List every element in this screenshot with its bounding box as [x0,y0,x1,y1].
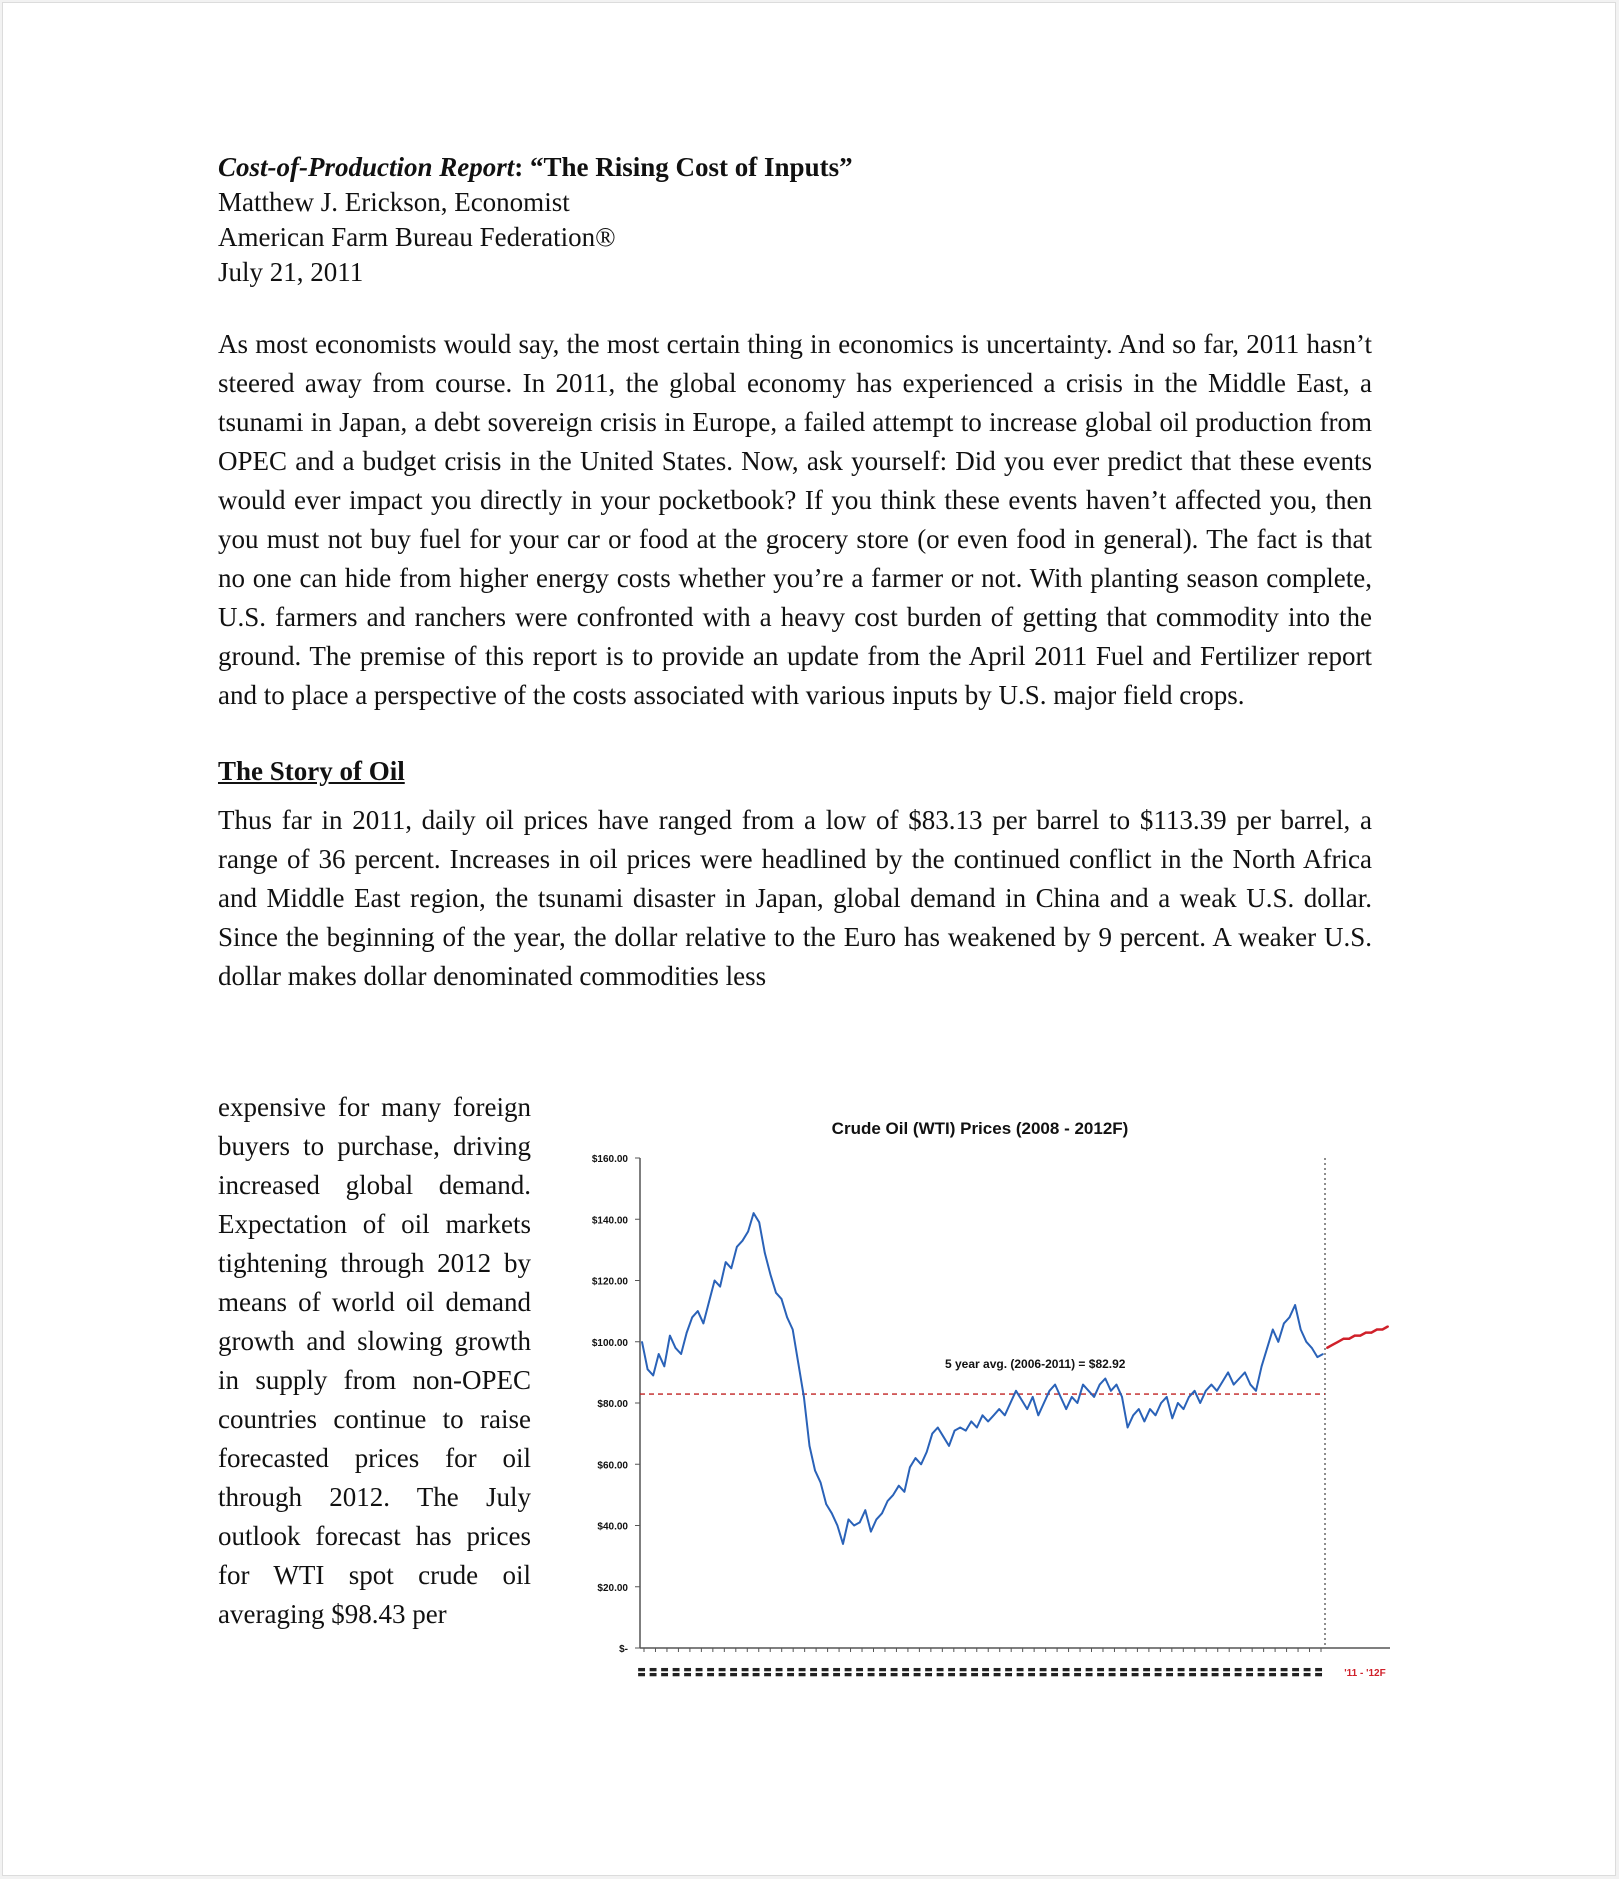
history-point [1010,1402,1012,1404]
history-point [1065,1408,1067,1410]
history-point [1071,1396,1073,1398]
report-title [218,150,1372,185]
history-point [1099,1384,1101,1386]
x-tick-label: ▮▮ [785,1667,796,1677]
history-point [775,1292,777,1294]
history-point [825,1503,827,1505]
forecast-point [1370,1332,1372,1334]
history-point [1015,1390,1017,1392]
history-point [1311,1347,1313,1349]
x-tick-label: ▮▮ [842,1667,853,1677]
history-point [1199,1402,1201,1404]
x-tick-label: ▮▮ [1140,1667,1151,1677]
x-tick-label: ▮▮ [865,1667,876,1677]
history-point [1132,1414,1134,1416]
history-point [915,1457,917,1459]
history-point [1183,1408,1185,1410]
history-point [753,1212,755,1214]
y-tick-label: $- [619,1644,628,1655]
forecast-point [1343,1338,1345,1340]
history-point [1032,1396,1034,1398]
history-point [1049,1390,1051,1392]
history-point [1261,1365,1263,1367]
history-point [652,1375,654,1377]
series-forecast-line [1327,1326,1388,1348]
history-point [948,1445,950,1447]
x-tick-label: ▮▮ [854,1667,865,1677]
y-tick-label: $20.00 [597,1582,628,1594]
history-point [909,1467,911,1469]
history-point [926,1451,928,1453]
series-history-line [642,1213,1323,1544]
history-point [1121,1396,1123,1398]
x-tick-label: ▮▮ [1163,1667,1174,1677]
history-point [965,1430,967,1432]
history-point [1038,1414,1040,1416]
history-point [1060,1396,1062,1398]
history-point [971,1421,973,1423]
history-point [904,1491,906,1493]
history-point [1127,1427,1129,1429]
history-point [931,1433,933,1435]
history-point [669,1335,671,1337]
history-point [842,1543,844,1545]
wrapped-paragraph: expensive for many foreign buyers to purchase, driving increased global demand. Expectation of oil markets tightening through 2012 by means of world oil demand growth and slowing growth in supply from non-OPEC countries continue to raise forecasted prices for oil through 2012. The July outlook forecast has prices for WTI spot crude oil averaging $98.43 per [218,1092,531,1629]
history-point [1300,1329,1302,1331]
section-paragraph: Thus far in 2011, daily oil prices have ranged from a low of $83.13 per barrel to $113.39 per barrel, a range of 36 percent. Increases in oil prices were headlined by the continued conflict in the North Africa and Middle East region, the tsunami disaster in Japan, global demand in China and a weak U.S. dollar. Since the beginning of the year, the dollar relative to the Euro has weakened by 9 percent. A weaker U.S. dollar makes dollar denominated commodities less [218,805,1372,991]
history-point [719,1286,721,1288]
forecast-point [1359,1335,1361,1337]
history-point [742,1240,744,1242]
x-tick-label: ▮▮ [1175,1667,1186,1677]
history-point [758,1222,760,1224]
history-point [697,1310,699,1312]
history-point [1305,1341,1307,1343]
x-tick-label: ▮▮ [693,1667,704,1677]
history-point [1093,1396,1095,1398]
history-point [1244,1372,1246,1374]
history-point [647,1369,649,1371]
history-point [658,1353,660,1355]
x-tick-label: ▮▮ [739,1667,750,1677]
history-point [1294,1304,1296,1306]
x-tick-label: ▮▮ [1278,1667,1289,1677]
forecast-point [1381,1329,1383,1331]
history-point [1283,1323,1285,1325]
report-title-rest: : “The Rising Cost of Inputs” [514,152,853,182]
history-point [809,1445,811,1447]
history-point [1138,1408,1140,1410]
intro-paragraph: As most economists would say, the most certain thing in economics is uncertainty. And so far, 2011 hasn’t steered away from course. In 2011, the global economy has experienced a crisis in the Middle East, a tsunami in Japan, a debt sovereign crisis in Europe, a failed attempt to increase global oil production from OPEC and a budget crisis in the United States. Now, ask yourself: Did you ever predict that these events would ever impact you directly in your pocketbook? If you think these events haven’t affected you, then you must not buy fuel for your car or food at the grocery store (or even food in general). The fact is that no one can hide from higher energy costs whether you’re a farmer or not. With planting season complete, U.S. farmers and ranchers were confronted with a heavy cost burden of getting that commodity into the ground. The premise of this report is to provide an update from the April 2011 Fuel and Fertilizer report and to place a perspective of the costs associated with various inputs by U.S. major field crops. [218,329,1372,710]
x-tick-label: ▮▮ [636,1667,646,1677]
history-point [781,1298,783,1300]
x-tick-label: ▮▮ [1267,1667,1278,1677]
history-point [1222,1381,1224,1383]
x-tick-label: ▮▮ [658,1667,669,1677]
history-point [1166,1396,1168,1398]
y-tick-label: $40.00 [597,1521,628,1533]
history-point [803,1396,805,1398]
history-point [1272,1329,1274,1331]
history-point [770,1274,772,1276]
history-point [792,1329,794,1331]
history-point [1278,1341,1280,1343]
x-tick-label: ▮▮ [1255,1667,1266,1677]
history-point [814,1470,816,1472]
x-tick-label: ▮▮ [1083,1667,1094,1677]
x-tick-label: ▮▮ [681,1667,692,1677]
y-tick-label: $140.00 [591,1215,628,1227]
history-point [898,1485,900,1487]
history-point [1238,1378,1240,1380]
x-tick-label: ▮▮ [716,1667,727,1677]
history-point [1160,1402,1162,1404]
history-point [1171,1418,1173,1420]
history-point [1054,1384,1056,1386]
x-tick-label: ▮▮ [957,1667,968,1677]
x-tick-label: ▮▮ [1313,1667,1323,1677]
x-tick-label: ▮▮ [773,1667,784,1677]
x-tick-label: ▮▮ [945,1667,956,1677]
history-point [714,1280,716,1282]
x-tick-label: ▮▮ [1209,1667,1220,1677]
history-point [1227,1372,1229,1374]
history-point [859,1522,861,1524]
x-tick-label: ▮▮ [1221,1667,1232,1677]
history-point [1105,1378,1107,1380]
x-tick-label: ▮▮ [1003,1667,1014,1677]
x-tick-label: ▮▮ [831,1667,842,1677]
oil-price-chart [560,1110,1400,1720]
history-point [1082,1384,1084,1386]
history-point [887,1500,889,1502]
history-point [881,1512,883,1514]
y-tick-label: $80.00 [597,1399,628,1410]
history-point [1188,1396,1190,1398]
average-annotation: 5 year avg. (2006-2011) = $82.92 [945,1357,1126,1372]
x-tick-label: ▮▮ [727,1667,738,1677]
x-tick-label: ▮▮ [670,1667,681,1677]
forecast-point [1376,1329,1378,1331]
x-tick-label: ▮▮ [1060,1667,1071,1677]
forecast-point [1326,1347,1328,1349]
x-tick-label: ▮▮ [647,1667,658,1677]
x-tick-label: ▮▮ [876,1667,887,1677]
organization-line: American Farm Bureau Federation® [218,222,616,252]
x-tick-label: ▮▮ [922,1667,933,1677]
history-point [664,1365,666,1367]
y-tick-label: $60.00 [597,1460,628,1472]
forecast-point [1337,1341,1339,1343]
x-tick-label: ▮▮ [1049,1667,1060,1677]
history-point [1088,1390,1090,1392]
forecast-axis-label: '11 - '12F [1344,1668,1386,1679]
x-tick-label: ▮▮ [991,1667,1002,1677]
x-tick-label: ▮▮ [1037,1667,1048,1677]
plot-area [640,1158,1389,1648]
x-tick-label: ▮▮ [1014,1667,1025,1677]
history-point [837,1525,839,1527]
x-tick-label: ▮▮ [808,1667,819,1677]
x-tick-label: ▮▮ [911,1667,922,1677]
history-point [1211,1384,1213,1386]
x-tick-label: ▮▮ [819,1667,830,1677]
history-point [1155,1414,1157,1416]
x-tick-label: ▮▮ [1198,1667,1209,1677]
history-point [764,1252,766,1254]
history-point [1255,1390,1257,1392]
history-point [982,1414,984,1416]
report-header [218,150,1372,290]
history-point [864,1509,866,1511]
section-heading: The Story of Oil [218,756,405,786]
history-point [998,1408,1000,1410]
history-point [831,1512,833,1514]
history-point [1149,1408,1151,1410]
history-point [1233,1384,1235,1386]
history-point [876,1519,878,1521]
x-tick-label: ▮▮ [1094,1667,1105,1677]
chart-title: Crude Oil (WTI) Prices (2008 - 2012F) [831,1119,1129,1138]
y-axis [592,1154,640,1655]
x-tick-label: ▮▮ [1244,1667,1255,1677]
x-tick-label: ▮▮ [1026,1667,1037,1677]
history-point [680,1353,682,1355]
x-tick-label: ▮▮ [1152,1667,1163,1677]
x-tick-label: ▮▮ [1232,1667,1243,1677]
history-point [1250,1384,1252,1386]
history-point [1317,1356,1319,1358]
history-point [675,1347,677,1349]
history-point [641,1341,643,1343]
history-point [1322,1353,1324,1355]
history-point [1110,1390,1112,1392]
history-point [786,1316,788,1318]
history-point [959,1427,961,1429]
history-point [1205,1390,1207,1392]
forecast-point [1348,1338,1350,1340]
history-point [920,1463,922,1465]
report-title-italic: Cost-of-Production Report [218,152,515,182]
x-tick-label: ▮▮ [934,1667,945,1677]
history-point [1021,1399,1023,1401]
x-tick-label: ▮▮ [1129,1667,1140,1677]
forecast-point [1387,1325,1389,1327]
history-point [954,1430,956,1432]
history-point [686,1332,688,1334]
x-tick-label: ▮▮ [796,1667,807,1677]
history-point [725,1261,727,1263]
x-tick-label: ▮▮ [968,1667,979,1677]
x-tick-label: ▮▮ [980,1667,991,1677]
x-tick-label: ▮▮ [1072,1667,1083,1677]
history-point [731,1267,733,1269]
history-point [1116,1384,1118,1386]
x-tick-label: ▮▮ [899,1667,910,1677]
y-tick-label: $160.00 [591,1154,628,1165]
x-tick-label: ▮▮ [1117,1667,1128,1677]
history-point [703,1323,705,1325]
x-tick-label: ▮▮ [1106,1667,1117,1677]
history-point [1194,1390,1196,1392]
x-tick-label: ▮▮ [704,1667,715,1677]
history-point [820,1482,822,1484]
history-point [1177,1402,1179,1404]
history-point [736,1246,738,1248]
history-point [1266,1347,1268,1349]
x-tick-label: ▮▮ [1301,1667,1312,1677]
forecast-point [1365,1332,1367,1334]
y-tick-label: $120.00 [591,1276,628,1288]
author-line: Matthew J. Erickson, Economist [218,187,570,217]
history-point [691,1316,693,1318]
history-point [708,1301,710,1303]
history-point [943,1436,945,1438]
history-point [976,1427,978,1429]
history-point [987,1421,989,1423]
history-point [1289,1316,1291,1318]
x-tick-label: ▮▮ [1290,1667,1301,1677]
y-tick-label: $100.00 [591,1337,628,1349]
history-point [892,1494,894,1496]
x-tick-label: ▮▮ [888,1667,899,1677]
x-tick-label: ▮▮ [1186,1667,1197,1677]
forecast-point [1332,1344,1334,1346]
history-point [848,1519,850,1521]
x-axis [636,1648,1390,1679]
date-line: July 21, 2011 [218,257,364,287]
history-point [1026,1408,1028,1410]
history-point [1216,1390,1218,1392]
history-point [853,1525,855,1527]
chart-svg [560,1110,1400,1720]
history-point [1077,1402,1079,1404]
history-point [1043,1402,1045,1404]
forecast-point [1354,1335,1356,1337]
document-content [218,150,1372,996]
history-point [1144,1421,1146,1423]
history-point [870,1531,872,1533]
history-point [937,1427,939,1429]
x-tick-label: ▮▮ [762,1667,773,1677]
history-point [747,1231,749,1233]
history-point [797,1362,799,1364]
x-tick-label: ▮▮ [750,1667,761,1677]
history-point [993,1414,995,1416]
history-point [1004,1414,1006,1416]
